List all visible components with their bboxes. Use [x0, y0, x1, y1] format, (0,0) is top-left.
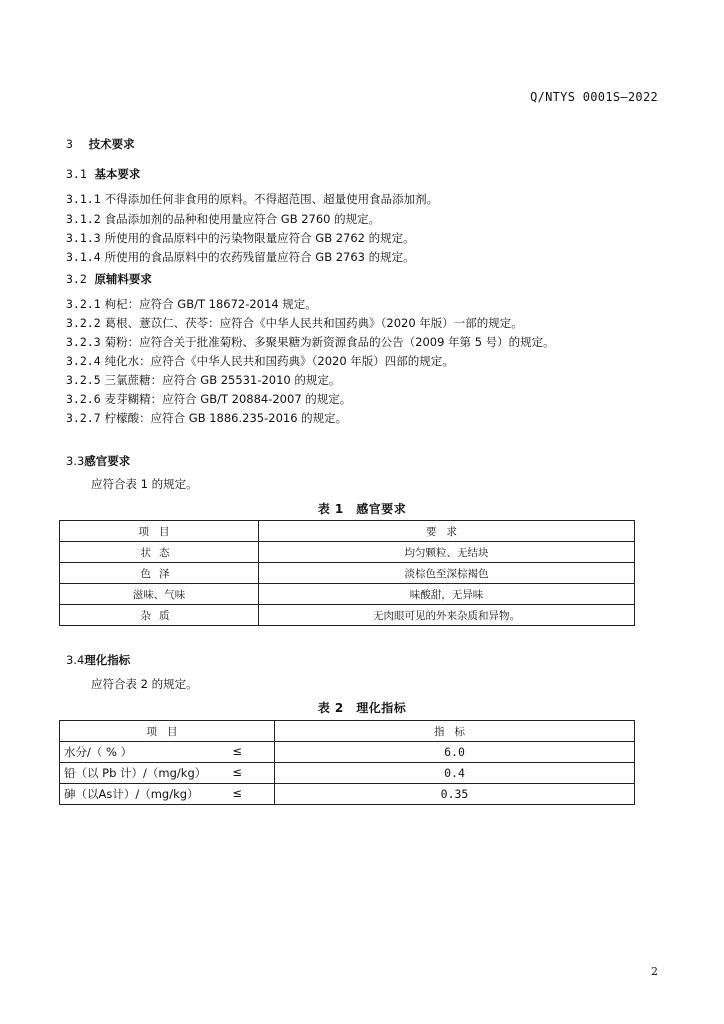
- page-number: 2: [651, 965, 658, 978]
- table-cell: 色泽: [60, 563, 259, 584]
- section-title: 基本要求: [94, 167, 141, 181]
- le-symbol: ≤: [232, 765, 242, 779]
- clause-item: 3.1.3 所使用的食品原料中的污染物限量应符合 GB 2762 的规定。: [66, 231, 415, 245]
- table-row: [60, 584, 635, 605]
- section-3-3-heading: [66, 453, 130, 469]
- table-2-title: 表 2 理化指标: [317, 701, 407, 715]
- table-header-row: [60, 721, 635, 742]
- section-title: 感官要求: [84, 454, 131, 468]
- table-row: [60, 742, 635, 763]
- le-symbol: ≤: [232, 744, 242, 758]
- sensory-table: [59, 520, 635, 626]
- table-cell: 水分/（ % ） ≤: [60, 742, 275, 763]
- table-cell: 0.4: [275, 763, 635, 784]
- table-header-row: [60, 521, 635, 542]
- table-1-title: 表 1 感官要求: [317, 502, 407, 516]
- clause-item: 3.2.5 三氯蔗糖：应符合 GB 25531-2010 的规定。: [66, 373, 341, 387]
- clause-item: 3.2.4 纯化水：应符合《中华人民共和国药典》（2020 年版）四部的规定。: [66, 354, 454, 368]
- table-row: [60, 605, 635, 626]
- clause-item: 3.1.1 不得添加任何非食用的原料。不得超范围、超量使用食品添加剂。: [66, 192, 439, 206]
- clause-item: 3.2.6 麦芽糊精：应符合 GB/T 20884-2007 的规定。: [66, 392, 352, 406]
- clause-item: 3.1.2 食品添加剂的品种和使用量应符合 GB 2760 的规定。: [66, 212, 381, 226]
- table-cell: 味酸甜，无异味: [259, 584, 635, 605]
- clause-item: 3.2.1 枸杞：应符合 GB/T 18672-2014 规定。: [66, 297, 317, 311]
- clause-item: 3.2.3 菊粉：应符合关于批准菊粉、多聚果糖为新资源食品的公告（2009 年第 5 号）的规定。: [66, 335, 555, 349]
- section-number: 3.3: [66, 454, 85, 468]
- table-header-cell: 项目: [60, 721, 275, 742]
- table-cell: 杂质: [60, 605, 259, 626]
- clause-item: 3.2.2 葛根、薏苡仁、茯苓：应符合《中华人民共和国药典》（2020 年版）一部的规定。: [66, 316, 523, 330]
- table-header-cell: 项目: [60, 521, 259, 542]
- section-title: 原辅料要求: [94, 272, 152, 286]
- section-3-2-heading: [66, 271, 152, 287]
- section-number: 3.2: [66, 272, 87, 286]
- table-header-cell: 指标: [275, 721, 635, 742]
- section-3-1-heading: [66, 166, 140, 182]
- physchem-table: [59, 720, 635, 805]
- section-number: 3.4: [66, 653, 85, 667]
- section-number: 3.1: [66, 167, 87, 181]
- table-row: [60, 784, 635, 805]
- table-cell: 铅（以 Pb 计）/（mg/kg） ≤: [60, 763, 275, 784]
- section-3-heading: [66, 136, 135, 152]
- table-cell: 滋味、气味: [60, 584, 259, 605]
- le-symbol: ≤: [232, 786, 242, 800]
- table-cell: 淡棕色至深棕褐色: [259, 563, 635, 584]
- table-cell: 无肉眼可见的外来杂质和异物。: [259, 605, 635, 626]
- section-intro: 应符合表 2 的规定。: [91, 677, 198, 691]
- clause-item: 3.1.4 所使用的食品原料中的农药残留量应符合 GB 2763 的规定。: [66, 250, 415, 264]
- table-cell: 砷（以As计）/（mg/kg） ≤: [60, 784, 275, 805]
- section-number: 3: [66, 137, 73, 151]
- table-row: [60, 763, 635, 784]
- table-row: [60, 542, 635, 563]
- table-cell: 6.0: [275, 742, 635, 763]
- clause-item: 3.2.7 柠檬酸：应符合 GB 1886.235-2016 的规定。: [66, 411, 348, 425]
- table-cell: 均匀颗粒、无结块: [259, 542, 635, 563]
- doc-code: Q/NTYS 0001S—2022: [530, 90, 658, 104]
- section-intro: 应符合表 1 的规定。: [91, 477, 198, 491]
- section-title: 技术要求: [88, 137, 135, 151]
- table-header-cell: 要求: [259, 521, 635, 542]
- section-3-4-heading: [66, 652, 130, 668]
- table-cell: 0.35: [275, 784, 635, 805]
- table-row: [60, 563, 635, 584]
- section-title: 理化指标: [84, 653, 131, 667]
- table-cell: 状态: [60, 542, 259, 563]
